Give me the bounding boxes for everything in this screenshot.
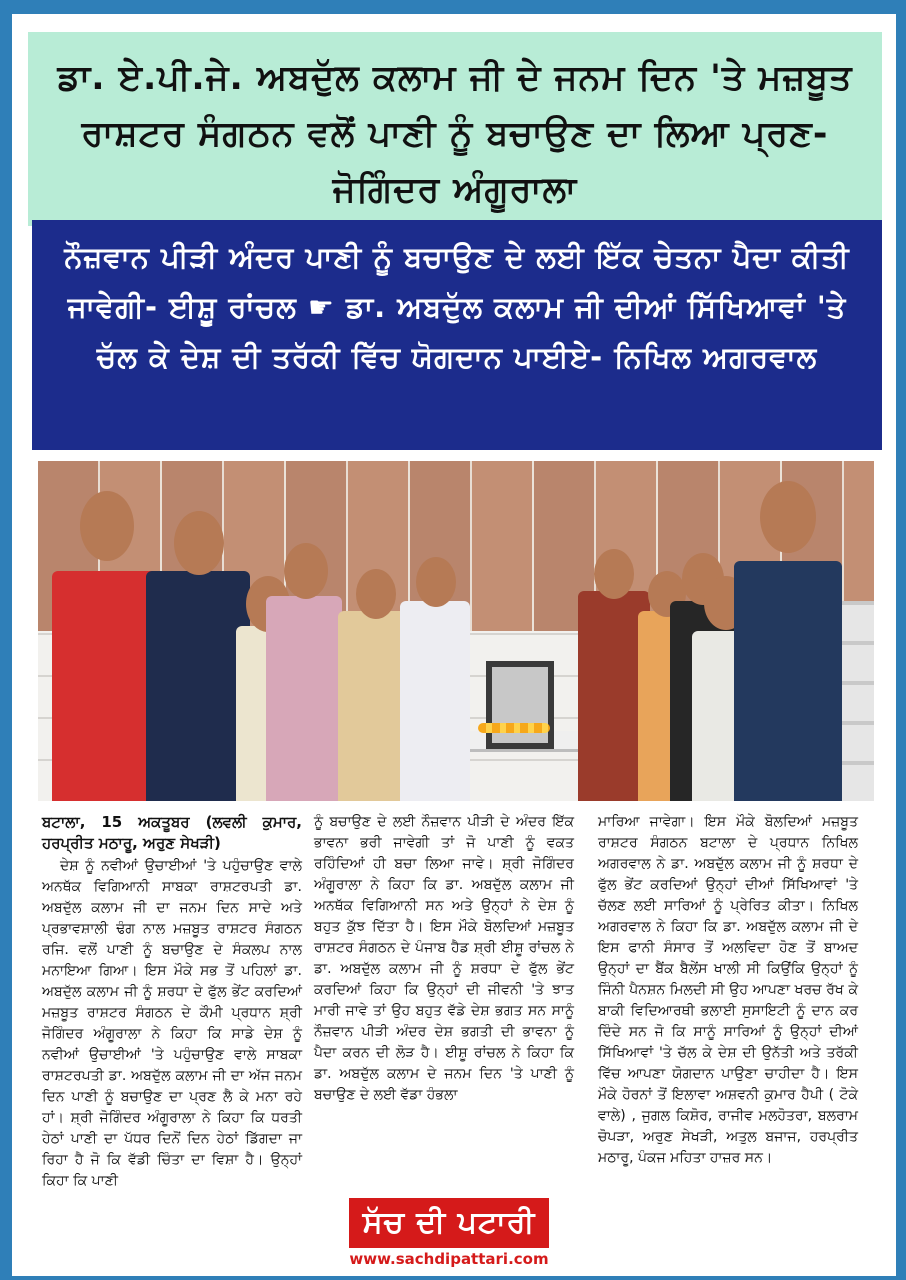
subheadline-box	[32, 220, 882, 450]
photo-person-head	[416, 557, 456, 607]
photo-person-head	[174, 511, 224, 575]
photo-person-head	[80, 491, 134, 561]
dateline: ਬਟਾਲਾ, 15 ਅਕਤੂਬਰ (ਲਵਲੀ ਕੁਮਾਰ, ਹਰਪ੍ਰੀਤ ਮਠਾਰੂ, ਅਰੁਣ ਸੇਖੜੀ)	[42, 813, 302, 852]
headline: ਡਾ. ਏ.ਪੀ.ਜੇ. ਅਬਦੁੱਲ ਕਲਾਮ ਜੀ ਦੇ ਜਨਮ ਦਿਨ 'ਤੇ ਮਜ਼ਬੂਤ ਰਾਸ਼ਟਰ ਸੰਗਠਨ ਵਲੋਂ ਪਾਣੀ ਨੂੰ ਬਚਾਉਣ ਦਾ ਲਿਆ ਪ੍ਰਣ- ਜੋਗਿੰਦਰ ਅੰਗੂਰਾਲਾ	[57, 58, 853, 210]
publisher-logo	[318, 1196, 580, 1276]
photo-person-head	[594, 549, 634, 599]
newspaper-page	[12, 14, 896, 1276]
article-paragraph: ਦੇਸ਼ ਨੂੰ ਨਵੀਆਂ ਉਚਾਈਆਂ 'ਤੇ ਪਹੁੰਚਾਉਣ ਵਾਲੇ ਅਨਥੱਕ ਵਿਗਿਆਨੀ ਸਾਬਕਾ ਰਾਸ਼ਟਰਪਤੀ ਡਾ. ਅਬਦੁੱਲ ਕਲਾਮ ਜੀ ਦਾ ਜਨਮ ਦਿਨ ਸਾਦੇ ਅਤੇ ਪ੍ਰਭਾਵਸ਼ਾਲੀ ਢੰਗ ਨਾਲ ਮਜ਼ਬੂਤ ਰਾਸ਼ਟਰ ਸੰਗਠਨ ਰਜਿ. ਵਲੋਂ ਪਾਣੀ ਨੂੰ ਬਚਾਉਣ ਦੇ ਸੰਕਲਪ ਨਾਲ ਮਨਾਇਆ ਗਿਆ। ਇਸ ਮੌਕੇ ਸਭ ਤੋਂ ਪਹਿਲਾਂ ਡਾ. ਅਬਦੁੱਲ ਕਲਾਮ ਜੀ ਨੂੰ ਸ਼ਰਧਾ ਦੇ ਫੁੱਲ ਭੇਂਟ ਕਰਦਿਆਂ ਮਜ਼ਬੂਤ ਰਾਸ਼ਟਰ ਸੰਗਠਨ ਦੇ ਕੌਮੀ ਪ੍ਰਧਾਨ ਸ਼੍ਰੀ ਜੋਗਿੰਦਰ ਅੰਗੂਰਾਲਾ ਨੇ ਕਿਹਾ ਕਿ ਸਾਡੇ ਦੇਸ਼ ਨੂੰ ਨਵੀਆਂ ਉਚਾਈਆਂ 'ਤੇ ਪਹੁੰਚਾਉਣ ਵਾਲੇ ਸਾਬਕਾ ਰਾਸ਼ਟਰਪਤੀ ਡਾ. ਅਬਦੁੱਲ ਕਲਾਮ ਜੀ ਦਾ ਅੱਜ ਜਨਮ ਦਿਨ ਪਾਣੀ ਨੂੰ ਬਚਾਉਣ ਦਾ ਪ੍ਰਣ ਲੈ ਕੇ ਮਨਾ ਰਹੇ ਹਾਂ। ਸ਼੍ਰੀ ਜੋਗਿੰਦਰ ਅੰਗੂਰਾਲਾ ਨੇ ਕਿਹਾ ਕਿ ਧਰਤੀ ਹੇਠਾਂ ਪਾਣੀ ਦਾ ਪੱਧਰ ਦਿਨੋਂ ਦਿਨ ਹੇਠਾਂ ਡਿੱਗਦਾ ਜਾ ਰਿਹਾ ਹੈ ਜੋ ਕਿ ਵੱਡੀ ਚਿੰਤਾ ਦਾ ਵਿਸ਼ਾ ਹੈ। ਉਨ੍ਹਾਂ ਕਿਹਾ ਕਿ ਪਾਣੀ	[42, 858, 302, 1189]
group-photo	[38, 461, 874, 801]
photo-portrait-frame	[486, 661, 554, 749]
article-paragraph: ਮਾਰਿਆ ਜਾਵੇਗਾ। ਇਸ ਮੌਕੇ ਬੋਲਦਿਆਂ ਮਜ਼ਬੂਤ ਰਾਸ਼ਟਰ ਸੰਗਠਨ ਬਟਾਲਾ ਦੇ ਪ੍ਰਧਾਨ ਨਿਖਿਲ ਅਗਰਵਾਲ ਨੇ ਡਾ. ਅਬਦੁੱਲ ਕਲਾਮ ਜੀ ਨੂੰ ਸ਼ਰਧਾ ਦੇ ਫੁੱਲ ਭੇਂਟ ਕਰਦਿਆਂ ਉਨ੍ਹਾਂ ਦੀਆਂ ਸਿੱਖਿਆਵਾਂ 'ਤੇ ਚੱਲਣ ਲਈ ਸਾਰਿਆਂ ਨੂੰ ਪ੍ਰੇਰਿਤ ਕੀਤਾ। ਨਿਖਿਲ ਅਗਰਵਾਲ ਨੇ ਕਿਹਾ ਕਿ ਡਾ. ਅਬਦੁੱਲ ਕਲਾਮ ਜੀ ਦੇ ਇਸ ਫਾਨੀ ਸੰਸਾਰ ਤੋਂ ਅਲਵਿਦਾ ਹੋਣ ਤੋਂ ਬਾਅਦ ਉਨ੍ਹਾਂ ਦਾ ਬੈਂਕ ਬੈਲੇਂਸ ਖਾਲੀ ਸੀ ਕਿਉਂਕਿ ਉਨ੍ਹਾਂ ਨੂੰ ਜਿੰਨੀ ਪੈਨਸ਼ਨ ਮਿਲਦੀ ਸੀ ਉਹ ਆਪਣਾ ਖਰਚ ਰੱਖ ਕੇ ਬਾਕੀ ਵਿਦਿਆਰਥੀ ਭਲਾਈ ਸੁਸਾਇਟੀ ਨੂੰ ਦਾਨ ਕਰ ਦਿੰਦੇ ਸਨ ਜੋ ਕਿ ਸਾਨੂੰ ਸਾਰਿਆਂ ਨੂੰ ਉਨ੍ਹਾਂ ਦੀਆਂ ਸਿੱਖਿਆਵਾਂ 'ਤੇ ਚੱਲ ਕੇ ਦੇਸ਼ ਦੀ ਉਨੱਤੀ ਅਤੇ ਤਰੱਕੀ ਵਿੱਚ ਆਪਣਾ ਯੋਗਦਾਨ ਪਾਉਣਾ ਚਾਹੀਦਾ ਹੈ। ਇਸ ਮੌਕੇ ਹੋਰਨਾਂ ਤੋਂ ਇਲਾਵਾ ਅਸ਼ਵਨੀ ਕੁਮਾਰ ਹੈਪੀ ( ਟੋਕੇ ਵਾਲੇ) , ਜੁਗਲ ਕਿਸ਼ੋਰ, ਰਾਜੀਵ ਮਲਹੋਤਰਾ, ਬਲਰਾਮ ਚੋਪੜਾ, ਅਰੁਣ ਸੇਖੜੀ, ਅਤੁਲ ਬਜਾਜ, ਹਰਪ੍ਰੀਤ ਮਠਾਰੂ, ਪੰਕਜ ਮਹਿਤਾ ਹਾਜ਼ਰ ਸਨ।	[598, 814, 858, 1166]
photo-person	[734, 561, 842, 801]
photo-person	[146, 571, 250, 801]
photo-person	[400, 601, 470, 801]
article-paragraph: ਨੂੰ ਬਚਾਉਣ ਦੇ ਲਈ ਨੌਜ਼ਵਾਨ ਪੀੜੀ ਦੇ ਅੰਦਰ ਇੱਕ ਭਾਵਨਾ ਭਰੀ ਜਾਵੇਗੀ ਤਾਂ ਜੋ ਪਾਣੀ ਨੂੰ ਵਕਤ ਰਹਿੰਦਿਆਂ ਹੀ ਬਚਾ ਲਿਆ ਜਾਵੇ। ਸ਼੍ਰੀ ਜੋਗਿੰਦਰ ਅੰਗੂਰਾਲਾ ਨੇ ਕਿਹਾ ਕਿ ਡਾ. ਅਬਦੁੱਲ ਕਲਾਮ ਜੀ ਅਨਥੱਕ ਵਿਗਿਆਨੀ ਸਨ ਅਤੇ ਉਨ੍ਹਾਂ ਨੇ ਦੇਸ਼ ਨੂੰ ਬਹੁਤ ਕੁੱਝ ਦਿੱਤਾ ਹੈ। ਇਸ ਮੌਕੇ ਬੋਲਦਿਆਂ ਮਜ਼ਬੂਤ ਰਾਸ਼ਟਰ ਸੰਗਠਨ ਦੇ ਪੰਜਾਬ ਹੈਡ ਸ਼੍ਰੀ ਈਸ਼ੂ ਰਾਂਚਲ ਨੇ ਡਾ. ਅਬਦੁੱਲ ਕਲਾਮ ਜੀ ਨੂੰ ਸ਼ਰਧਾ ਦੇ ਫੁੱਲ ਭੇਂਟ ਕਰਦਿਆਂ ਕਿਹਾ ਕਿ ਉਨ੍ਹਾਂ ਦੀ ਜੀਵਨੀ 'ਤੇ ਝਾਤ ਮਾਰੀ ਜਾਵੇ ਤਾਂ ਉਹ ਬਹੁਤ ਵੱਡੇ ਦੇਸ਼ ਭਗਤ ਸਨ ਸਾਨੂੰ ਨੌਜ਼ਵਾਨ ਪੀੜੀ ਅੰਦਰ ਦੇਸ਼ ਭਗਤੀ ਦੀ ਭਾਵਨਾ ਨੂੰ ਪੈਦਾ ਕਰਨ ਦੀ ਲੋੜ ਹੈ। ਈਸ਼ੂ ਰਾਂਚਲ ਨੇ ਕਿਹਾ ਕਿ ਡਾ. ਅਬਦੁੱਲ ਕਲਾਮ ਦੇ ਜਨਮ ਦਿਨ 'ਤੇ ਪਾਣੀ ਨੂੰ ਬਚਾਉਣ ਦੇ ਲਈ ਵੱਡਾ ਹੰਭਲਾ	[314, 814, 574, 1103]
article-column-2	[314, 812, 574, 1106]
photo-person	[266, 596, 342, 801]
logo-url[interactable]: www.sachdipattari.com	[349, 1250, 549, 1268]
article-column-1	[42, 856, 302, 1192]
logo-title: ਸੱਚ ਦੀ ਪਟਾਰੀ	[349, 1198, 550, 1248]
photo-person-head	[356, 569, 396, 619]
article-column-3	[598, 812, 858, 1169]
subheadline: ਨੌਜ਼ਵਾਨ ਪੀੜੀ ਅੰਦਰ ਪਾਣੀ ਨੂੰ ਬਚਾਉਣ ਦੇ ਲਈ ਇੱਕ ਚੇਤਨਾ ਪੈਦਾ ਕੀਤੀ ਜਾਵੇਗੀ- ਈਸ਼ੂ ਰਾਂਚਲ ☛ ਡਾ. ਅਬਦੁੱਲ ਕਲਾਮ ਜੀ ਦੀਆਂ ਸਿੱਖਿਆਵਾਂ 'ਤੇ ਚੱਲ ਕੇ ਦੇਸ਼ ਦੀ ਤਰੱਕੀ ਵਿੱਚ ਯੋਗਦਾਨ ਪਾਈਏ- ਨਿਖਿਲ ਅਗਰਵਾਲ	[64, 240, 850, 374]
photo-person-head	[284, 543, 328, 599]
photo-garland	[478, 723, 550, 733]
photo-person-head	[760, 481, 816, 553]
headline-box	[28, 32, 882, 226]
